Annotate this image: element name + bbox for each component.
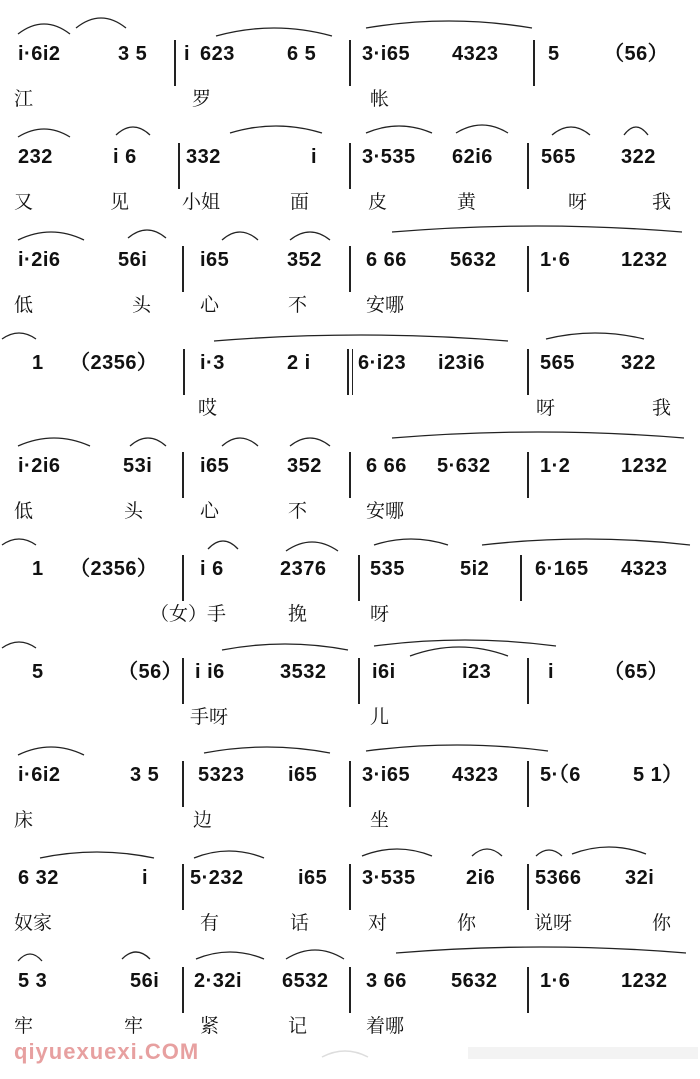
- bar-line: [349, 761, 351, 807]
- note-group: 565: [541, 146, 576, 168]
- note-group: i65: [200, 455, 230, 477]
- bar-line: [174, 40, 176, 86]
- slur-arc: [18, 232, 84, 240]
- lyric-syllable: 心: [200, 500, 220, 522]
- note-group: i 6: [113, 146, 137, 168]
- note-group: 352: [287, 455, 322, 477]
- note-group: 5i2: [460, 558, 490, 580]
- lyric-syllable: 不: [288, 500, 308, 522]
- note-group: i: [184, 43, 191, 65]
- slur-arc: [290, 232, 330, 240]
- slur-arc: [76, 18, 126, 28]
- lyric-syllable: 安哪: [366, 500, 405, 522]
- note-group: i: [311, 146, 318, 168]
- note-group: i23i6: [438, 352, 485, 374]
- note-group: 5 1）: [633, 764, 683, 786]
- slur-arc: [216, 28, 332, 36]
- note-group: i·2i6: [18, 249, 61, 271]
- lyric-syllable: 着哪: [366, 1015, 405, 1037]
- slur-arc: [40, 852, 154, 858]
- lyric-syllable: 哎: [198, 397, 218, 419]
- note-group: 3·i65: [362, 764, 411, 786]
- note-group: 6 5: [287, 43, 317, 65]
- lyric-syllable: 黄: [457, 191, 477, 213]
- lyric-syllable: 江: [14, 88, 34, 110]
- score-system: [0, 220, 700, 324]
- note-group: 322: [621, 352, 656, 374]
- note-group: i 6: [200, 558, 224, 580]
- note-group: 6·i23: [358, 352, 407, 374]
- lyric-syllable: 皮: [368, 191, 388, 213]
- bar-line: [358, 658, 360, 704]
- note-group: 1·6: [540, 970, 571, 992]
- slur-arc: [222, 644, 348, 650]
- site-watermark: qiyuexuexi.COM: [14, 1039, 200, 1064]
- note-group: i23: [462, 661, 492, 683]
- lyric-syllable: 小姐: [182, 191, 221, 213]
- score-system: [0, 529, 700, 633]
- slur-arc: [204, 747, 330, 753]
- bar-line: [183, 349, 185, 395]
- lyric-syllable: 对: [368, 912, 388, 934]
- note-group: 1232: [621, 249, 668, 271]
- lyric-syllable: 紧: [200, 1015, 220, 1037]
- bar-line: [182, 246, 184, 292]
- slur-arc: [572, 847, 646, 854]
- note-group: i65: [288, 764, 318, 786]
- lyric-syllable: （女）手: [150, 603, 227, 625]
- slur-arc: [392, 432, 684, 438]
- lyric-syllable: 记: [288, 1015, 308, 1037]
- note-group: 2·32i: [194, 970, 243, 992]
- bar-line: [527, 143, 529, 189]
- note-group: 5·232: [190, 867, 244, 889]
- lyric-syllable: 面: [290, 191, 310, 213]
- lyric-syllable: 挽: [288, 603, 308, 625]
- lyric-syllable: 边: [193, 809, 213, 831]
- bar-line: [527, 452, 529, 498]
- slur-arc: [122, 952, 150, 959]
- note-group: 3532: [280, 661, 327, 683]
- lyric-syllable: 牢: [14, 1015, 34, 1037]
- note-group: i: [548, 661, 555, 683]
- score-system: [0, 838, 700, 942]
- slur-arc: [130, 438, 166, 446]
- score-system: [0, 426, 700, 530]
- bar-line: [527, 246, 529, 292]
- bar-line: [349, 40, 351, 86]
- lyric-syllable: 牢: [124, 1015, 144, 1037]
- note-group: 32i: [625, 867, 655, 889]
- lyric-syllable: 心: [200, 294, 220, 316]
- slur-arc: [410, 647, 508, 656]
- slur-arc: [194, 851, 264, 858]
- slur-arc: [472, 849, 502, 856]
- lyric-syllable: 见: [110, 191, 130, 213]
- bar-line: [178, 143, 180, 189]
- note-group: i65: [200, 249, 230, 271]
- lyric-syllable: 头: [132, 294, 152, 316]
- score-system: [0, 14, 700, 118]
- note-group: （56）: [118, 661, 183, 683]
- bar-line: [349, 246, 351, 292]
- slur-arc: [2, 333, 36, 339]
- slur-arc: [286, 542, 338, 551]
- slur-arc: [536, 850, 562, 856]
- lyric-syllable: 床: [14, 809, 34, 831]
- slur-arc: [624, 127, 648, 135]
- bar-line: [520, 555, 522, 601]
- note-group: i: [142, 867, 149, 889]
- note-group: i·3: [200, 352, 225, 374]
- note-group: 5632: [451, 970, 498, 992]
- slur-arc: [208, 541, 238, 549]
- lyric-syllable: 话: [290, 912, 310, 934]
- note-group: 1232: [621, 970, 668, 992]
- bar-line: [349, 967, 351, 1013]
- slur-arc: [456, 125, 508, 133]
- bar-line: [527, 349, 529, 395]
- note-group: 1·6: [540, 249, 571, 271]
- slur-arc: [2, 642, 36, 648]
- lyric-syllable: 我: [652, 191, 672, 213]
- slur-layer: [0, 529, 700, 559]
- slur-arc: [196, 952, 264, 959]
- slur-arc: [222, 438, 258, 446]
- note-group: 4323: [452, 43, 499, 65]
- slur-arc: [286, 950, 344, 959]
- slur-arc: [552, 127, 590, 135]
- note-group: 6 32: [18, 867, 59, 889]
- bar-line: [349, 452, 351, 498]
- slur-arc: [18, 129, 70, 137]
- note-group: 4323: [452, 764, 499, 786]
- note-group: 5·（6: [540, 764, 581, 786]
- note-group: 6 66: [366, 455, 407, 477]
- note-group: 565: [540, 352, 575, 374]
- slur-arc: [546, 333, 644, 339]
- bar-line: [527, 864, 529, 910]
- score-system: [0, 323, 700, 427]
- slur-arc: [374, 640, 556, 646]
- note-group: 62i6: [452, 146, 493, 168]
- note-group: 6 66: [366, 249, 407, 271]
- score-system: [0, 941, 700, 1045]
- slur-arc: [116, 127, 150, 135]
- lyric-syllable: 又: [14, 191, 34, 213]
- lyric-syllable: 你: [457, 912, 477, 934]
- bar-line: [182, 555, 184, 601]
- note-group: 3 5: [130, 764, 160, 786]
- lyric-syllable: 呀: [370, 603, 390, 625]
- note-group: 5·632: [437, 455, 491, 477]
- note-group: 2i6: [466, 867, 496, 889]
- note-group: 5 3: [18, 970, 48, 992]
- lyric-syllable: 奴家: [14, 912, 53, 934]
- lyric-syllable: 低: [14, 294, 34, 316]
- bar-line: [533, 40, 535, 86]
- slur-arc: [482, 539, 690, 545]
- lyric-syllable: 儿: [370, 706, 390, 728]
- note-group: （56）: [604, 43, 669, 65]
- slur-arc: [366, 21, 532, 28]
- note-group: 2376: [280, 558, 327, 580]
- score-system: [0, 735, 700, 839]
- lyric-syllable: 低: [14, 500, 34, 522]
- bar-line: [182, 658, 184, 704]
- bar-line: [527, 761, 529, 807]
- note-group: 5: [32, 661, 44, 683]
- slur-arc: [18, 954, 42, 961]
- slur-arc: [290, 438, 330, 446]
- note-group: 5632: [450, 249, 497, 271]
- note-group: 332: [186, 146, 221, 168]
- note-group: （2356）: [70, 352, 158, 374]
- lyric-syllable: 我: [652, 397, 672, 419]
- footer-ornament: [320, 1049, 370, 1059]
- note-group: 352: [287, 249, 322, 271]
- note-group: i i6: [195, 661, 225, 683]
- slur-arc: [128, 230, 166, 238]
- bar-line: [349, 864, 351, 910]
- lyric-syllable: 罗: [192, 88, 212, 110]
- bar-line: [358, 555, 360, 601]
- note-group: i65: [298, 867, 328, 889]
- note-group: 322: [621, 146, 656, 168]
- slur-layer: [0, 632, 700, 662]
- slur-arc: [366, 745, 548, 751]
- slur-arc: [396, 947, 686, 953]
- lyric-syllable: 呀: [536, 397, 556, 419]
- note-group: 2 i: [287, 352, 311, 374]
- note-group: （2356）: [70, 558, 158, 580]
- note-group: 1232: [621, 455, 668, 477]
- note-group: i6i: [372, 661, 396, 683]
- note-group: 535: [370, 558, 405, 580]
- note-group: 6·165: [535, 558, 589, 580]
- slur-arc: [366, 126, 432, 133]
- lyric-syllable: 头: [124, 500, 144, 522]
- note-group: 6532: [282, 970, 329, 992]
- bar-line: [527, 967, 529, 1013]
- note-group: 3 66: [366, 970, 407, 992]
- note-group: 3·535: [362, 146, 416, 168]
- note-group: 3·i65: [362, 43, 411, 65]
- note-group: 3 5: [118, 43, 148, 65]
- note-group: 56i: [130, 970, 160, 992]
- bar-line: [527, 658, 529, 704]
- double-bar-line: [347, 349, 353, 395]
- slur-arc: [214, 335, 508, 341]
- bar-line: [182, 967, 184, 1013]
- bar-line: [182, 452, 184, 498]
- bar-line: [182, 761, 184, 807]
- lyric-syllable: 呀: [568, 191, 588, 213]
- lyric-syllable: 帐: [370, 88, 390, 110]
- note-group: 1: [32, 352, 44, 374]
- note-group: 4323: [621, 558, 668, 580]
- note-group: 5323: [198, 764, 245, 786]
- score-system: [0, 117, 700, 221]
- lyric-syllable: 不: [288, 294, 308, 316]
- note-group: i·6i2: [18, 43, 61, 65]
- score-system: [0, 632, 700, 736]
- bar-line: [182, 864, 184, 910]
- slur-arc: [18, 438, 90, 446]
- slur-arc: [362, 849, 432, 856]
- slur-arc: [18, 747, 84, 755]
- note-group: i·2i6: [18, 455, 61, 477]
- note-group: 53i: [123, 455, 153, 477]
- slur-arc: [374, 539, 448, 545]
- lyric-syllable: 坐: [370, 809, 390, 831]
- lyric-syllable: 有: [200, 912, 220, 934]
- lyric-syllable: 手呀: [190, 706, 229, 728]
- lyric-syllable: 你: [652, 912, 672, 934]
- slur-arc: [392, 226, 682, 232]
- bar-line: [349, 143, 351, 189]
- note-group: 5: [548, 43, 560, 65]
- note-group: 3·535: [362, 867, 416, 889]
- slur-arc: [230, 126, 322, 133]
- note-group: 5366: [535, 867, 582, 889]
- note-group: 623: [200, 43, 235, 65]
- note-group: （65）: [604, 661, 669, 683]
- lyric-syllable: 安哪: [366, 294, 405, 316]
- note-group: 232: [18, 146, 53, 168]
- slur-arc: [18, 24, 70, 34]
- note-group: 1·2: [540, 455, 571, 477]
- slur-arc: [2, 539, 36, 545]
- note-group: 1: [32, 558, 44, 580]
- note-group: 56i: [118, 249, 148, 271]
- lyric-syllable: 说呀: [534, 912, 573, 934]
- slur-arc: [222, 232, 258, 240]
- footer-strip: [468, 1047, 698, 1059]
- note-group: i·6i2: [18, 764, 61, 786]
